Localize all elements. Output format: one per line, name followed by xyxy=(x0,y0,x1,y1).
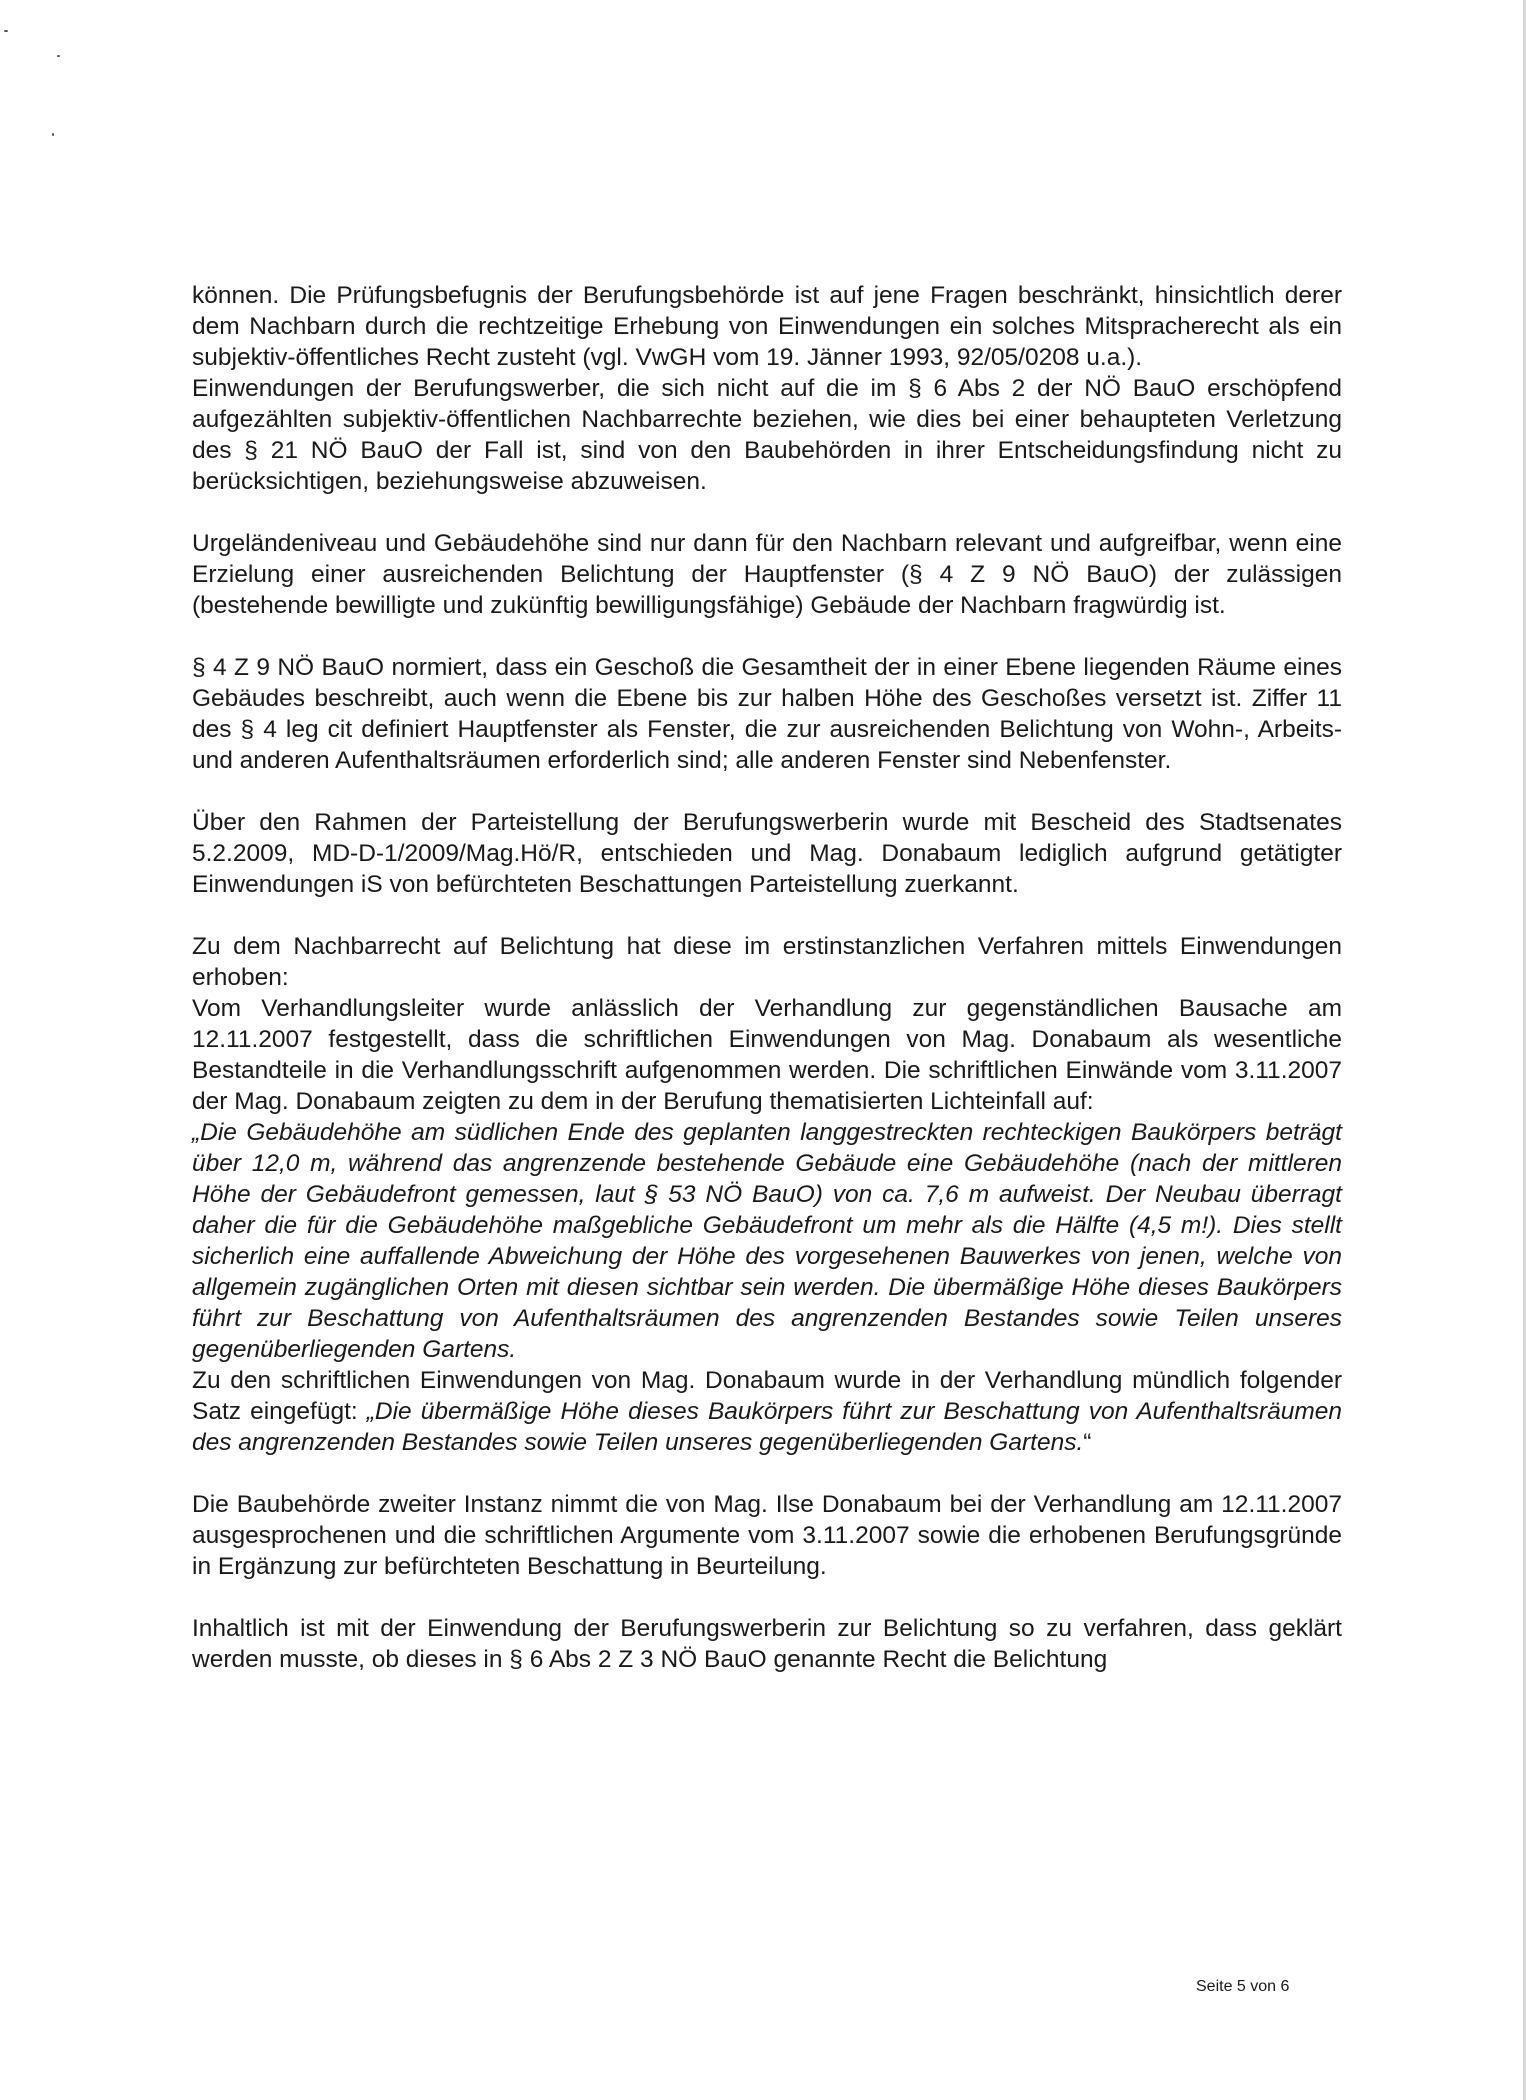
scan-speck xyxy=(4,30,8,32)
paragraph-nachbarrecht-belichtung: Zu dem Nachbarrecht auf Belichtung hat diese im erstinstanzlichen Verfahren mittels Einwendungen erhoben: xyxy=(192,933,1342,991)
zusatz-lead: Zu den schriftlichen Einwendungen von Mag. Donabaum wurde in der Verhandlung mündlich folgender Satz eingefügt: xyxy=(192,1367,1342,1425)
quote-einwaende: „Die Gebäudehöhe am südlichen Ende des geplanten langgestreckten rechteckigen Baukörpers beträgt über 12,0 m, während das angrenzende bestehende Gebäude eine Gebäudehöhe (nach der mittleren Höhe der Gebäudefront gemessen, laut § 53 NÖ BauO) von ca. 7,6 m aufweist. Der Neubau überragt daher die für die Gebäudehöhe maßgebliche Gebäudefront um mehr als die Hälfte (4,5 m!). Dies stellt sicherlich eine auffallende Abweichung der Höhe des vorgesehenen Bauwerkes von jenen, welche von allgemein zugänglichen Orten mit diesen sichtbar sein werden. Die übermäßige Höhe dieses Baukörpers führt zur Beschattung von Aufenthaltsräumen des angrenzenden Bestandes sowie Teilen unseres gegenüberliegenden Gartens. xyxy=(192,1119,1342,1363)
document-body xyxy=(192,280,1342,1675)
paragraph-verhandlungsleiter: Vom Verhandlungsleiter wurde anlässlich der Verhandlung zur gegenständlichen Bausache am 12.11.2007 festgestellt, dass die schriftlichen Einwendungen von Mag. Donabaum als wesentliche Bestandteile in die Verhandlungsschrift aufgenommen werden. Die schriftlichen Einwände vom 3.11.2007 der Mag. Donabaum zeigten zu dem in der Berufung thematisierten Lichteinfall auf: xyxy=(192,995,1342,1115)
zusatz-quote: „Die übermäßige Höhe dieses Baukörpers führt zur Beschattung von Aufenthaltsräumen des angrenzenden Bestandes sowie Teilen unseres gegenüberliegenden Gartens. xyxy=(192,1398,1342,1456)
scan-speck xyxy=(52,133,54,136)
paragraph-pruefungsbefugnis: können. Die Prüfungsbefugnis der Berufungsbehörde ist auf jene Fragen beschränkt, hinsichtlich derer dem Nachbarn durch die rechtzeitige Erhebung von Einwendungen ein solches Mitspracherecht als ein subjektiv-öffentliches Recht zusteht (vgl. VwGH vom 19. Jänner 1993, 92/05/0208 u.a.). xyxy=(192,282,1342,371)
paragraph-geschoss-definition: § 4 Z 9 NÖ BauO normiert, dass ein Geschoß die Gesamtheit der in einer Ebene liegenden Räume eines Gebäudes beschreibt, auch wenn die Ebene bis zur halben Höhe des Geschoßes versetzt ist. Ziffer 11 des § 4 leg cit definiert Hauptfenster als Fenster, die zur ausreichenden Belichtung von Wohn-, Arbeits- und anderen Aufenthaltsräumen erforderlich sind; alle anderen Fenster sind Nebenfenster. xyxy=(192,654,1342,774)
paragraph-urgelaendeniveau: Urgeländeniveau und Gebäudehöhe sind nur dann für den Nachbarn relevant und aufgreifbar, wenn eine Erzielung einer ausreichenden Belichtung der Hauptfenster (§ 4 Z 9 NÖ BauO) der zulässigen (bestehende bewilligte und zukünftig bewilligungsfähige) Gebäude der Nachbarn fragwürdig ist. xyxy=(192,530,1342,619)
zusatz-close: “ xyxy=(1083,1429,1092,1456)
paragraph-inhaltlich: Inhaltlich ist mit der Einwendung der Berufungswerberin zur Belichtung so zu verfahren, dass geklärt werden musste, ob dieses in § 6 Abs 2 Z 3 NÖ BauO genannte Recht die Belichtung xyxy=(192,1615,1342,1673)
paragraph-muendlicher-zusatz xyxy=(192,1365,1342,1458)
paragraph-parteistellung: Über den Rahmen der Parteistellung der Berufungswerberin wurde mit Bescheid des Stadtsenates 5.2.2009, MD-D-1/2009/Mag.Hö/R, entschieden und Mag. Donabaum lediglich aufgrund getätigter Einwendungen iS von befürchteten Beschattungen Parteistellung zuerkannt. xyxy=(192,809,1342,898)
page-number: Seite 5 von 6 xyxy=(1196,1978,1290,1995)
paragraph-einwendungen: Einwendungen der Berufungswerber, die sich nicht auf die im § 6 Abs 2 der NÖ BauO erschöpfend aufgezählten subjektiv-öffentlichen Nachbarrechte beziehen, wie dies bei einer behaupteten Verletzung des § 21 NÖ BauO der Fall ist, sind von den Baubehörden in ihrer Entscheidungsfindung nicht zu berücksichtigen, beziehungsweise abzuweisen. xyxy=(192,375,1342,495)
paragraph-zweite-instanz: Die Baubehörde zweiter Instanz nimmt die von Mag. Ilse Donabaum bei der Verhandlung am 12.11.2007 ausgesprochenen und die schriftlichen Argumente vom 3.11.2007 sowie die erhobenen Berufungsgründe in Ergänzung zur befürchteten Beschattung in Beurteilung. xyxy=(192,1491,1342,1580)
scan-speck xyxy=(57,55,60,57)
